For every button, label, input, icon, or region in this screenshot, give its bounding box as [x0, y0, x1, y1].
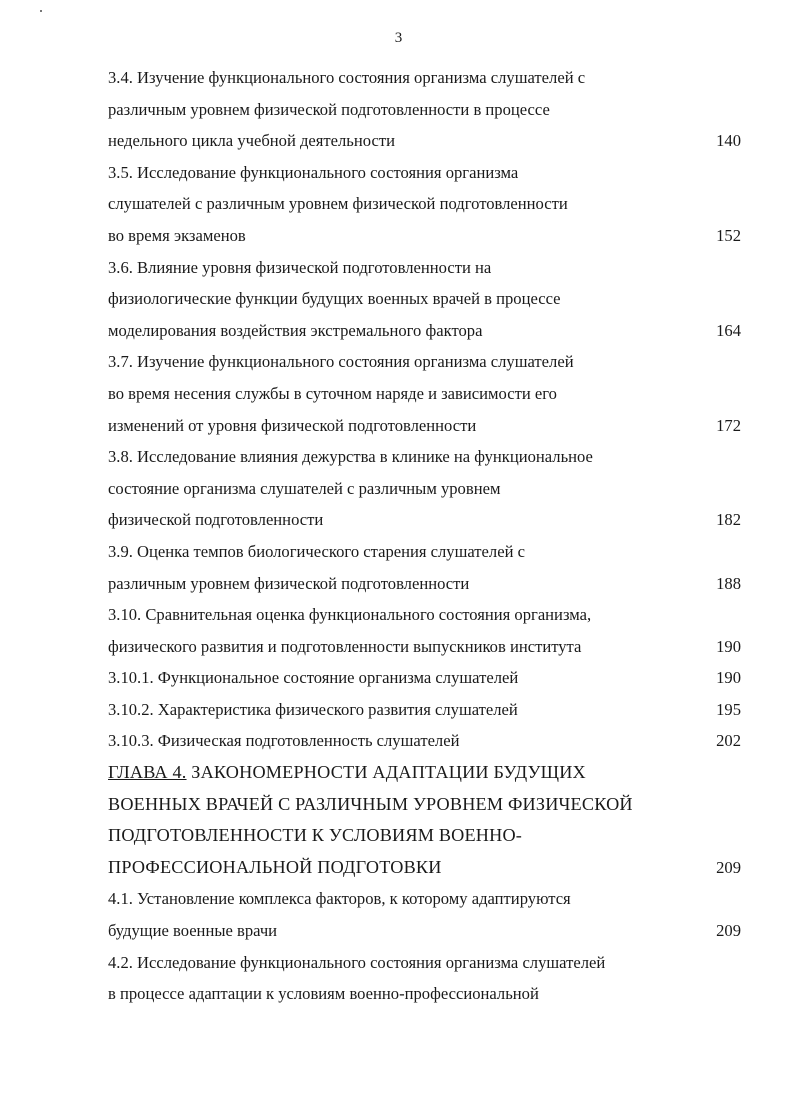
toc-entry-3-9	[108, 536, 741, 599]
toc-entry-line: в процессе адаптации к условиям военно-профессиональной	[108, 984, 539, 1004]
toc-entry-line: физической подготовленности	[108, 510, 324, 530]
toc-entry-line: 3.10.1. Функциональное состояние организма слушателей	[108, 668, 519, 688]
toc-page-ref: 209	[716, 857, 741, 877]
page-number: 3	[394, 30, 403, 46]
chapter-heading-line: ПРОФЕССИОНАЛЬНОЙ ПОДГОТОВКИ	[108, 856, 442, 877]
toc-page-ref: 188	[716, 573, 741, 593]
toc-entry-line: 3.10. Сравнительная оценка функционального состояния организма,	[108, 605, 592, 625]
toc-entry-4-1	[108, 883, 741, 946]
toc-entry-line: 4.2. Исследование функционального состояния организма слушателей	[108, 952, 606, 972]
toc-entry-4-2	[108, 947, 741, 1010]
toc-page-ref: 209	[716, 921, 741, 941]
toc-chapter-4	[108, 757, 741, 883]
toc-page-ref: 172	[716, 415, 741, 435]
toc-entry-line: состояние организма слушателей с различным уровнем	[108, 478, 501, 498]
chapter-label: ГЛАВА 4.	[108, 762, 187, 783]
toc-entry-line: 4.1. Установление комплекса факторов, к которому адаптируются	[108, 889, 571, 909]
toc-page-ref: 164	[716, 320, 741, 340]
toc-entry-3-5	[108, 157, 741, 252]
toc-entry-line: 3.4. Изучение функционального состояния организма слушателей с	[108, 68, 586, 87]
toc-page-ref: 182	[716, 510, 741, 530]
toc-entry-line: изменений от уровня физической подготовленности	[108, 415, 477, 435]
toc-entry-3-8	[108, 441, 741, 536]
toc-entry-line: 3.8. Исследование влияния дежурства в клинике на функциональное	[108, 447, 593, 467]
chapter-heading-line: ПОДГОТОВЛЕННОСТИ К УСЛОВИЯМ ВОЕННО-	[108, 825, 523, 846]
toc-page-ref: 190	[716, 668, 741, 688]
toc-page-ref: 152	[716, 225, 741, 245]
toc-entry-3-4	[108, 62, 741, 157]
chapter-heading-line	[108, 757, 741, 789]
toc-entry-3-6	[108, 252, 741, 347]
toc-entry-3-10-1	[108, 662, 741, 694]
toc-entry-line: 3.10.3. Физическая подготовленность слушателей	[108, 731, 460, 751]
toc-entry-3-10-3	[108, 725, 741, 757]
chapter-heading-line: ВОЕННЫХ ВРАЧЕЙ С РАЗЛИЧНЫМ УРОВНЕМ ФИЗИЧЕСКОЙ	[108, 793, 633, 814]
toc-entry-line: физического развития и подготовленности выпускников института	[108, 636, 582, 656]
toc-entry-line: физиологические функции будущих военных врачей в процессе	[108, 289, 561, 309]
toc-page-ref: 195	[716, 699, 741, 719]
toc-entry-line: различным уровнем физической подготовленности в процессе	[108, 99, 550, 119]
chapter-title-part: ЗАКОНОМЕРНОСТИ АДАПТАЦИИ БУДУЩИХ	[186, 762, 586, 783]
toc-entry-line: во время несения службы в суточном наряде и зависимости его	[108, 383, 557, 403]
toc-entry-3-7	[108, 346, 741, 441]
scan-mark	[40, 10, 42, 12]
toc-page-ref: 202	[716, 731, 741, 751]
toc-entry-line: 3.5. Исследование функционального состояния организма	[108, 162, 519, 182]
toc-entry-line: во время экзаменов	[108, 225, 246, 245]
toc-page-ref: 140	[716, 131, 741, 151]
toc-entry-line: различным уровнем физической подготовленности	[108, 573, 470, 593]
toc-page-ref: 190	[716, 636, 741, 656]
toc-entry-line: 3.10.2. Характеристика физического развития слушателей	[108, 699, 518, 719]
toc-entry-line: моделирования воздействия экстремального фактора	[108, 320, 483, 340]
toc-entry-line: будущие военные врачи	[108, 921, 278, 941]
toc-entry-line: недельного цикла учебной деятельности	[108, 131, 395, 151]
toc-entry-line: слушателей с различным уровнем физической подготовленности	[108, 194, 568, 214]
toc-entry-line: 3.7. Изучение функционального состояния организма слушателей	[108, 352, 574, 372]
toc-entry-3-10	[108, 599, 741, 662]
table-of-contents	[108, 62, 741, 1010]
toc-entry-line: 3.6. Влияние уровня физической подготовленности на	[108, 257, 492, 277]
toc-entry-line: 3.9. Оценка темпов биологического старения слушателей с	[108, 541, 525, 561]
toc-entry-3-10-2	[108, 694, 741, 726]
